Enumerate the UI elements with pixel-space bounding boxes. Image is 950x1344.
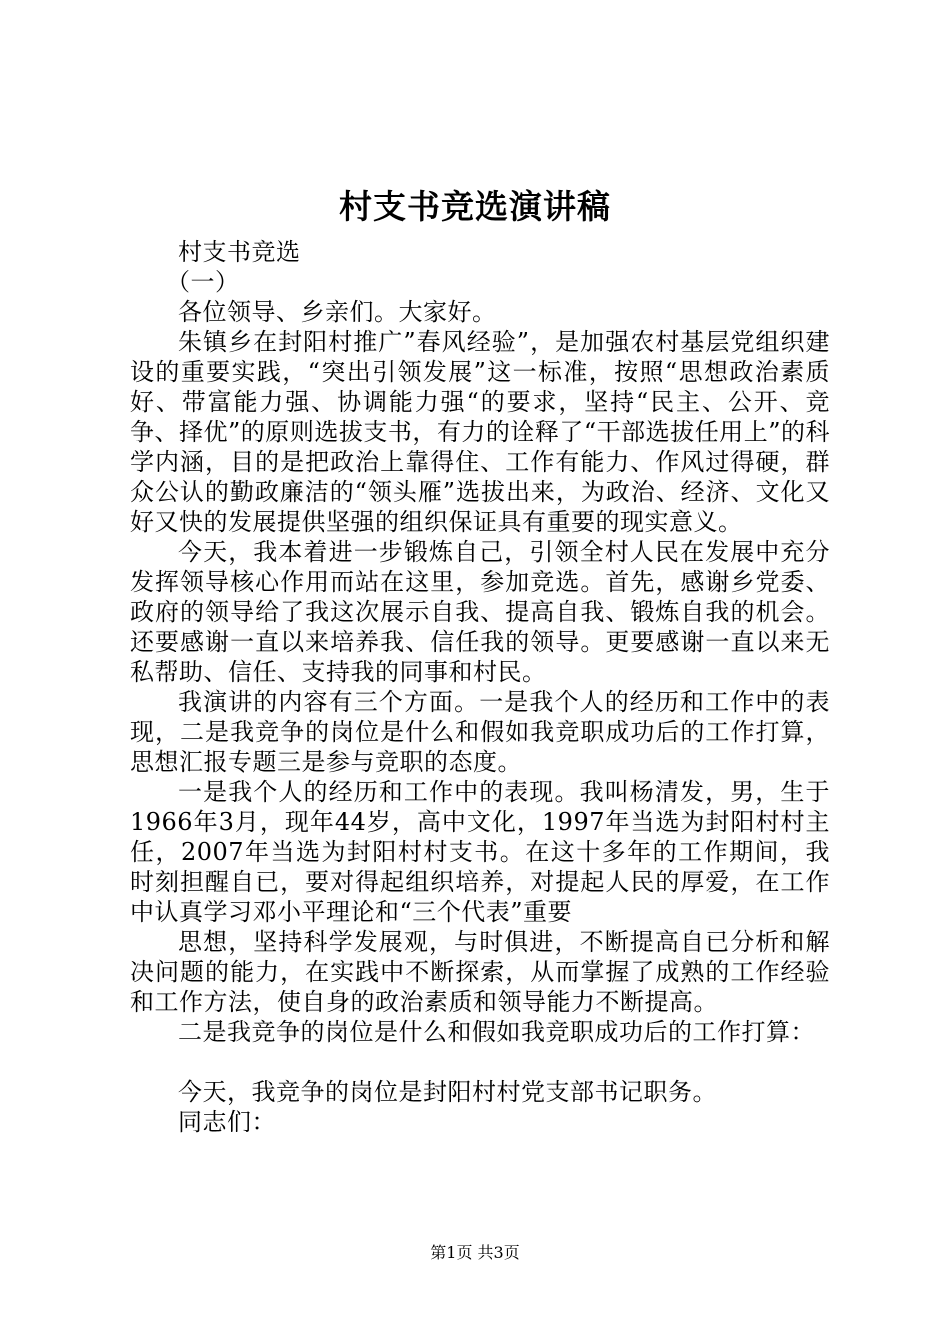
paragraph-experience-cont: 思想，坚持科学发展观，与时俱进，不断提高自已分析和解决问题的能力，在实践中不断探索，从而掌握了成熟的工作经验和工作方法，使自身的政治素质和领导能力不断提高。 [130, 928, 830, 1016]
paragraph-thanks: 今天，我本着进一步锻炼自己，引领全村人民在发展中充分发挥领导核心作用而站在这里，参加竞选。首先，感谢乡党委、政府的领导给了我这次展示自我、提高自我、锻炼自我的机会。还要感谢一直以来培养我、信任我的领导。更要感谢一直以来无私帮助、信任、支持我的同事和村民。 [130, 538, 830, 686]
page-footer: 第1页 共3页 [430, 1243, 520, 1262]
paragraph-plan: 二是我竞争的岗位是什么和假如我竞职成功后的工作打算： [178, 1018, 815, 1046]
document-title: 村支书竞选演讲稿 [339, 187, 611, 226]
paragraph-intro: 朱镇乡在封阳村推广”春风经验”，是加强农村基层党组织建设的重要实践，“突出引领发展”这一标准，按照“思想政治素质好、带富能力强、协调能力强“的要求，坚持“民主、公开、竞争、择优”的原则选拔支书，有力的诠释了“干部选拔任用上”的科学内涵，目的是把政治上靠得住、工作有能力、作风过得硬，群众公认的勤政廉洁的“领头雁”选拔出来，为政治、经济、文化又好又快的发展提供坚强的组织保证具有重要的现实意义。 [130, 328, 830, 536]
paragraph-position: 今天，我竞争的岗位是封阳村村党支部书记职务。 [178, 1078, 717, 1106]
paragraph-greeting: 各位领导、乡亲们。大家好。 [178, 298, 497, 326]
paragraph-experience: 一是我个人的经历和工作中的表现。我叫杨清发，男，生于1966年3月，现年44岁，高中文化，1997年当选为封阳村村主任，2007年当选为封阳村村支书。在这十多年的工作期间，我时刻担醒自已，要对得起组织培养，对提起人民的厚爱，在工作中认真学习邓小平理论和“三个代表”重要 [130, 778, 830, 926]
paragraph-heading: 村支书竞选 [178, 238, 301, 266]
paragraph-outline: 我演讲的内容有三个方面。一是我个人的经历和工作中的表现，二是我竞争的岗位是什么和假如我竞职成功后的工作打算，思想汇报专题三是参与竞职的态度。 [130, 688, 830, 776]
paragraph-comrades: 同志们： [178, 1108, 276, 1136]
document-body [130, 237, 830, 1137]
paragraph-gap [130, 1047, 830, 1077]
paragraph-section-number: （一） [166, 268, 240, 296]
